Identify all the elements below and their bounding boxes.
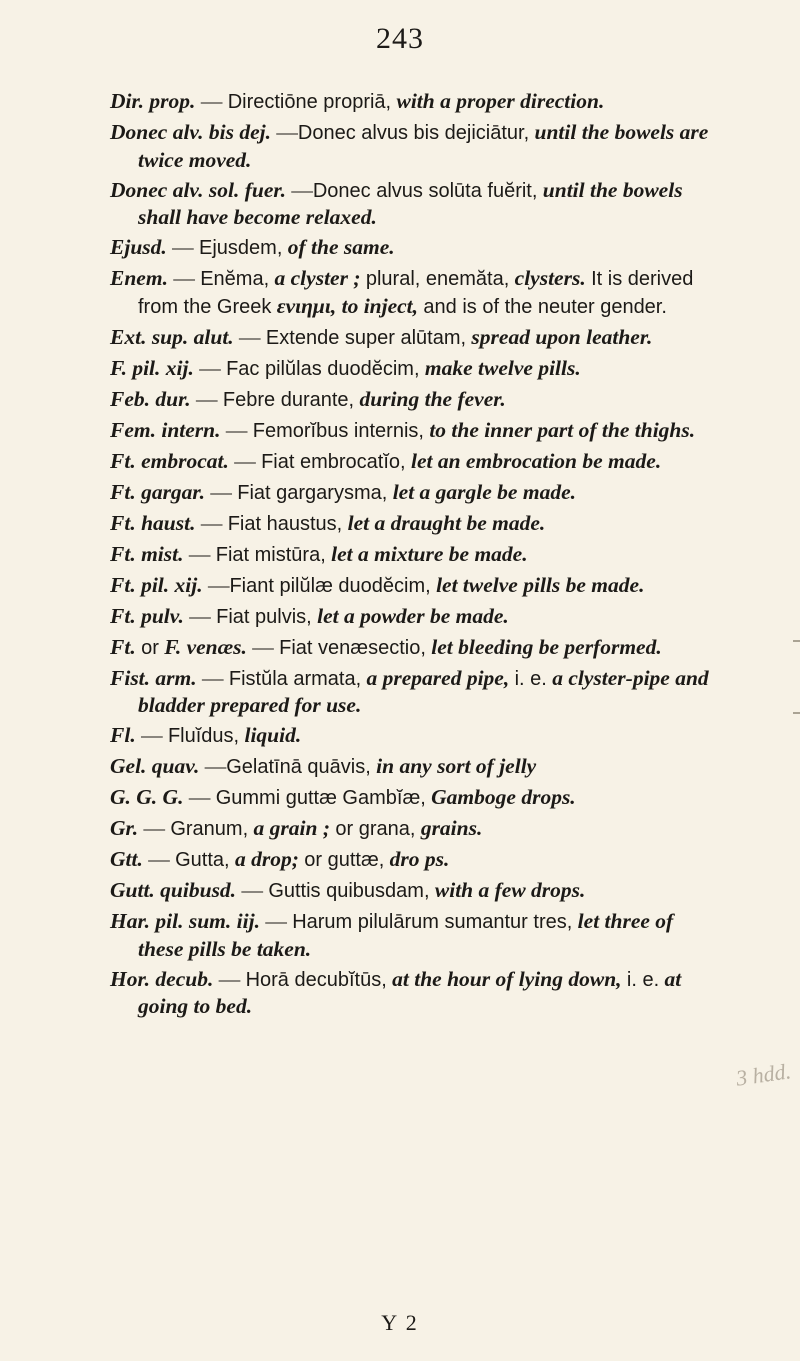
entry: Fist. arm. — Fistŭla armata, a prepared pipe, i. e. a clyster-pipe and bladder prepared for use. [110,665,709,718]
entry: Fem. intern. — Femorĭbus internis, to the inner part of the thighs. [110,417,696,442]
entry: Feb. dur. — Febre durante, during the fever. [110,386,506,411]
entry: Donec alv. sol. fuer. —Donec alvus solūta fuĕrit, until the bowels shall have become relaxed. [110,177,683,230]
entry: Gutt. quibusd. — Guttis quibusdam, with a few drops. [110,878,586,903]
entry: Dir. prop. — Directiōne propriā, with a proper direction. [110,89,605,113]
page-number: 243 [376,22,424,55]
entry: Ft. pulv. — Fiat pulvis, let a powder be made. [110,603,509,628]
entry: Fl. — Fluĭdus, liquid. [110,723,302,748]
entry: Gr. — Granum, a grain ; or grana, grains. [110,816,483,841]
margin-note: 3 hdd. [734,1058,793,1091]
entry: Ejusd. — Ejusdem, of the same. [110,235,395,260]
entry: Ft. pil. xij. —Fiant pilŭlæ duodĕcim, let twelve pills be made. [110,572,645,597]
entry: Har. pil. sum. iij. — Harum pilulārum sumantur tres, let three of these pills be taken. [110,909,674,961]
entry: Ext. sup. alut. — Extende super alūtam, spread upon leather. [110,324,653,349]
entry: Ft. mist. — Fiat mistūra, let a mixture be made. [110,541,528,566]
signature-mark: Y 2 [381,1310,419,1335]
entry: F. pil. xij. — Fac pilŭlas duodĕcim, make twelve pills. [110,355,581,380]
entry: Ft. gargar. — Fiat gargarysma, let a gargle be made. [110,479,576,504]
entry: Gtt. — Gutta, a drop; or guttæ, dro ps. [110,847,450,872]
margin-dash [793,640,800,642]
entry: Enem. — Enĕma, a clyster ; plural, enemăta, clysters. It is derived from the Greek ενιημι, to inject, and is of the neuter gender. [110,266,694,318]
entry: Hor. decub. — Horā decubĭtūs, at the hour of lying down, i. e. at going to bed. [110,966,682,1019]
entry: Donec alv. bis dej. —Donec alvus bis dejiciātur, until the bowels are twice moved. [110,119,709,172]
entry: Ft. haust. — Fiat haustus, let a draught be made. [110,510,546,535]
entry: Ft. or F. venæs. — Fiat venæsectio, let bleeding be performed. [110,634,662,659]
margin-dash [793,712,800,714]
abbreviation-list [110,88,722,1023]
entry: G. G. G. — Gummi guttæ Gambĭæ, Gamboge drops. [110,785,576,810]
entry: Gel. quav. —Gelatīnā quāvis, in any sort of jelly [110,754,537,779]
entry: Ft. embrocat. — Fiat embrocatĭo, let an embrocation be made. [110,448,662,473]
